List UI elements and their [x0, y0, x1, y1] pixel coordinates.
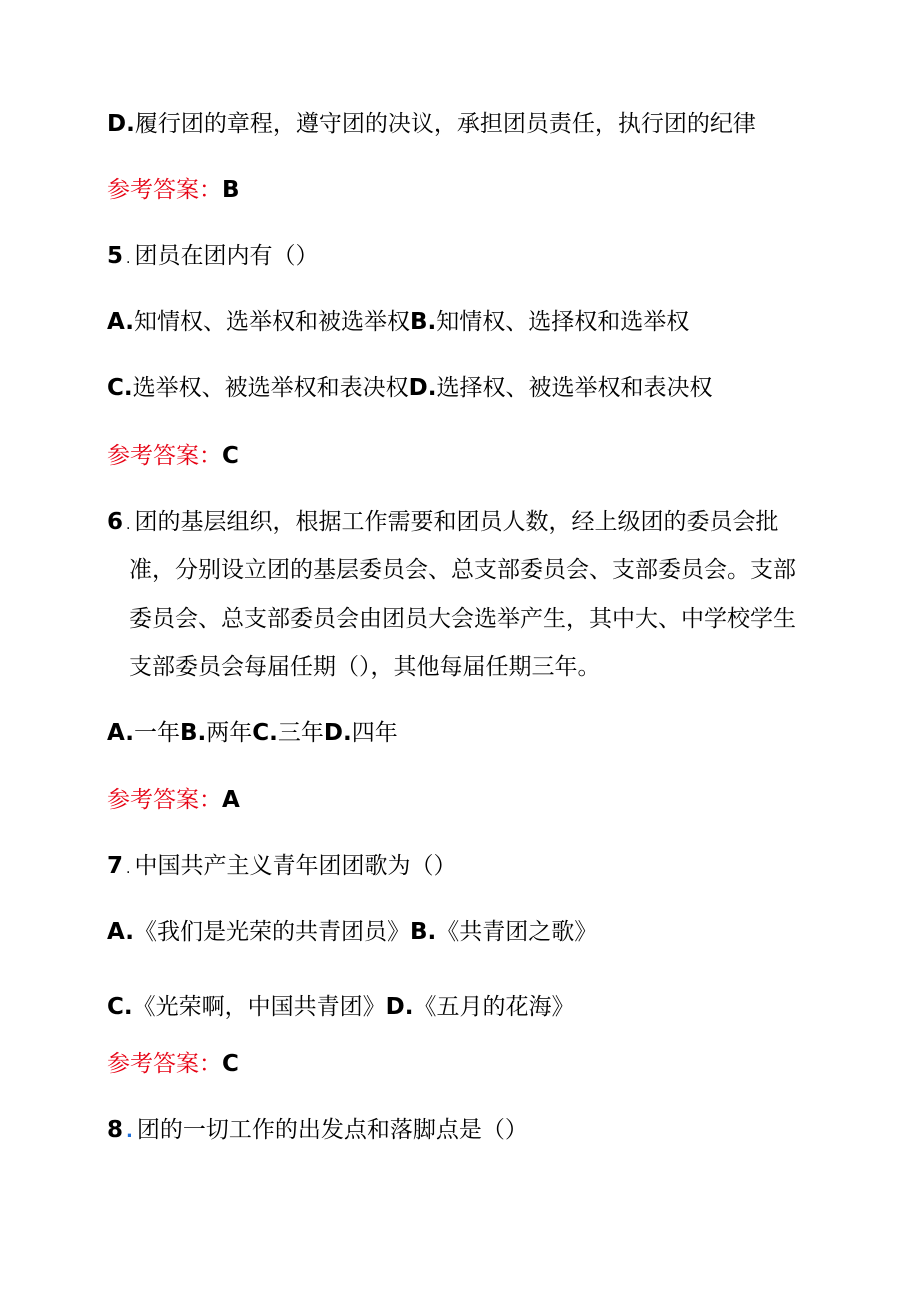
q7-option-c-text: 《光荣啊，中国共青团》 [132, 994, 386, 1020]
q4-option-d-letter: D. [107, 111, 135, 137]
q4-answer-label: 参考答案： [107, 177, 222, 203]
q5-option-a-text: 知情权、选举权和被选举权 [133, 309, 410, 335]
q6-option-b-text: 两年 [206, 720, 253, 746]
q5-option-b-text: 知情权、选择权和选举权 [436, 309, 690, 335]
q5-stem-text: 团员在团内有（） [134, 243, 319, 269]
q7-stem [107, 851, 456, 884]
q6-number: 6 [107, 509, 124, 535]
q5-option-a-letter: A. [107, 309, 134, 335]
q4-answer-value: B [222, 177, 240, 203]
q6-option-d-letter: D. [323, 720, 352, 746]
q7-options-cd [107, 992, 574, 1022]
q6-stem-line-2: 准，分别设立团的基层委员会、总支部委员会、支部委员会。支部 [129, 557, 796, 583]
q7-option-a-letter: A. [107, 919, 134, 945]
q5-option-b-letter: B. [409, 309, 437, 335]
q6-answer-value: A [222, 787, 240, 813]
q6-dot: . [126, 517, 131, 533]
q7-option-b-text: 《共青团之歌》 [436, 919, 598, 945]
q7-option-b-letter: B. [409, 919, 437, 945]
q6-option-c-text: 三年 [277, 720, 324, 746]
q7-option-d-letter: D. [385, 994, 414, 1020]
q7-option-c-letter: C. [107, 994, 133, 1020]
q7-answer [107, 1049, 239, 1079]
q8-stem [107, 1115, 528, 1147]
q5-option-d-letter: D. [408, 375, 437, 401]
q5-stem [107, 241, 318, 274]
q5-option-c-text: 选举权、被选举权和表决权 [132, 375, 409, 401]
q6-stem-text-1: 团的基层组织，根据工作需要和团员人数，经上级团的委员会批 [134, 509, 779, 535]
q7-option-d-text: 《五月的花海》 [413, 994, 575, 1020]
q7-number: 7 [107, 853, 124, 879]
q7-dot: . [126, 861, 131, 877]
q4-answer [107, 175, 240, 205]
q6-option-b-letter: B. [179, 720, 207, 746]
q5-dot: . [126, 251, 131, 267]
q7-options-ab [107, 917, 597, 947]
q6-answer-label: 参考答案： [107, 787, 222, 813]
q5-options-cd [107, 373, 712, 403]
q7-stem-text: 中国共产主义青年团团歌为（） [134, 853, 457, 879]
q8-dot: . [126, 1121, 133, 1142]
q6-option-c-letter: C. [252, 720, 278, 746]
q6-stem-line-4: 支部委员会每届任期（），其他每届任期三年。 [129, 654, 601, 680]
q7-answer-value: C [222, 1051, 239, 1077]
q6-answer [107, 785, 240, 815]
q5-options-ab [107, 307, 689, 337]
q6-option-a-letter: A. [107, 720, 134, 746]
q5-answer [107, 441, 239, 471]
q7-option-a-text: 《我们是光荣的共青团员》 [133, 919, 410, 945]
q5-answer-label: 参考答案： [107, 443, 222, 469]
q4-option-d [107, 109, 756, 139]
q5-answer-value: C [222, 443, 239, 469]
q5-option-d-text: 选择权、被选举权和表决权 [436, 375, 713, 401]
q8-stem-text: 团的一切工作的出发点和落脚点是（） [136, 1117, 528, 1143]
q7-answer-label: 参考答案： [107, 1051, 222, 1077]
q6-option-d-text: 四年 [351, 720, 398, 746]
q6-options [107, 718, 398, 748]
q5-option-c-letter: C. [107, 375, 133, 401]
q5-number: 5 [107, 243, 124, 269]
q4-option-d-text: 履行团的章程，遵守团的决议，承担团员责任，执行团的纪律 [134, 111, 756, 137]
q6-option-a-text: 一年 [133, 720, 180, 746]
q6-stem-line-1 [107, 507, 778, 540]
q6-stem-line-3: 委员会、总支部委员会由团员大会选举产生，其中大、中学校学生 [129, 606, 796, 632]
q8-number: 8 [107, 1117, 124, 1143]
